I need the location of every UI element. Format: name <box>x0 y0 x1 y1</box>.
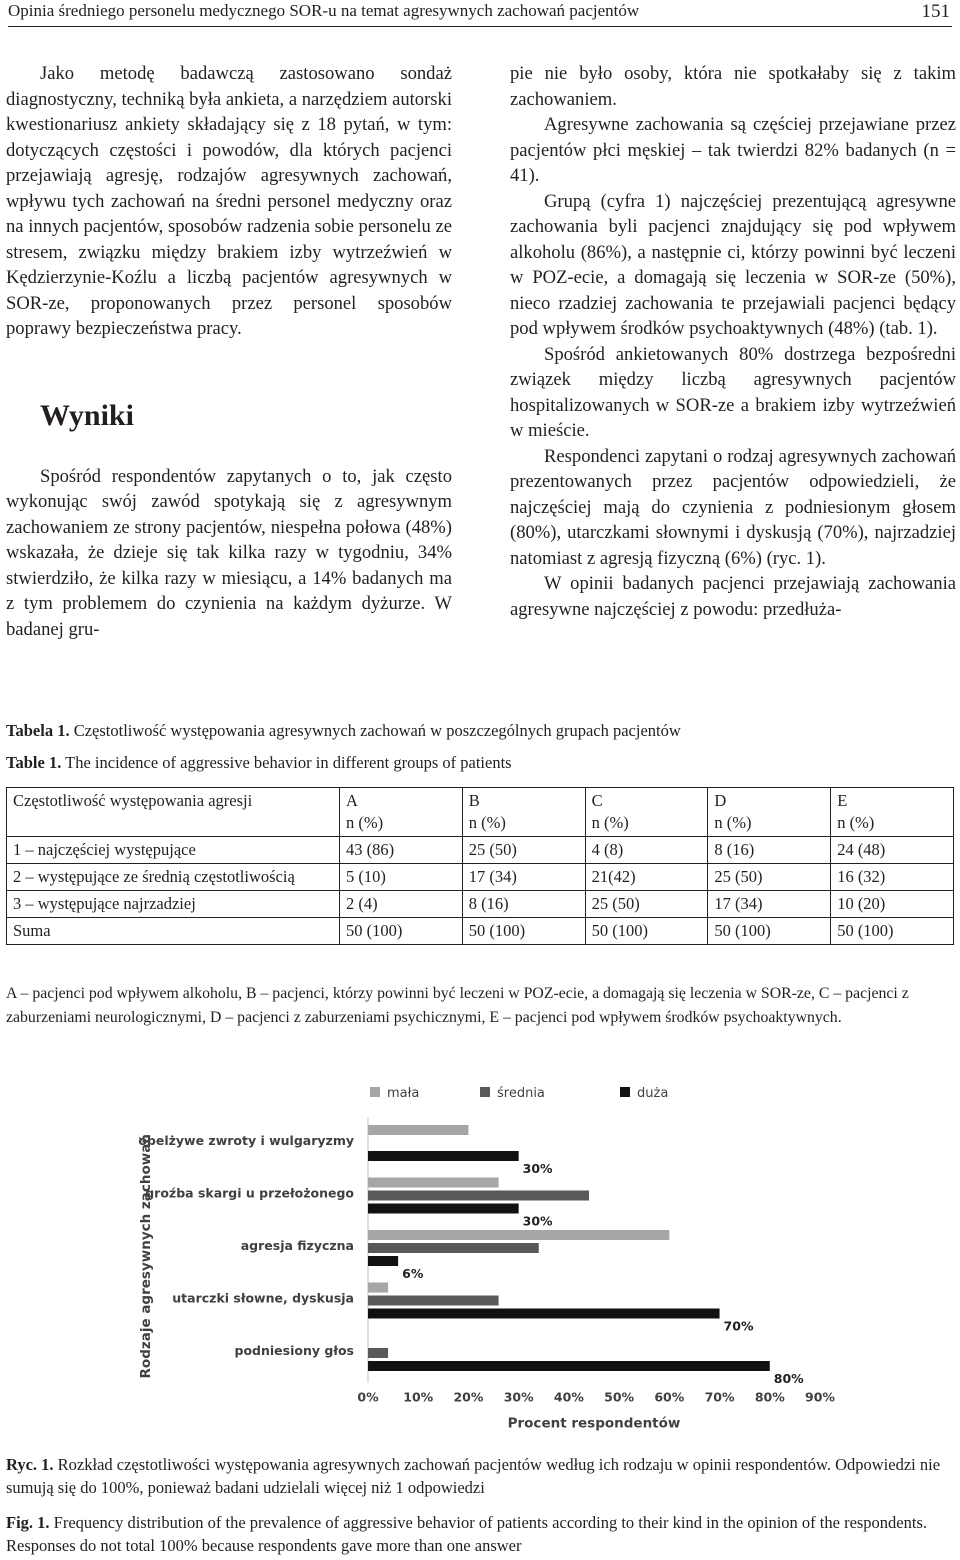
bar-mała <box>368 1178 499 1188</box>
figure-caption-en-label: Fig. 1. <box>6 1513 50 1532</box>
table-cell: 2 – występujące ze średnią częstotliwością <box>7 864 340 891</box>
bar-mała <box>368 1230 669 1240</box>
table-cell: Suma <box>7 918 340 945</box>
table-cell: 50 (100) <box>340 918 463 945</box>
bar-duża <box>368 1204 519 1214</box>
bar-duża <box>368 1151 519 1161</box>
table-row <box>7 837 954 864</box>
frequency-table <box>6 787 954 945</box>
methods-paragraph: Jako metodę badawczą zastosowano sondaż diagnostyczny, techniką była ankieta, a narzędziem autorski kwestionariusz ankiety składający się z 18 pytań, w tym: dotyczących częstości i powodów, dla których pacjenci przejawiają agresję, rodzajów agresywnych zachowań, wpływu tych zachowań na średni personel medyczny oraz na innych pacjentów, sposobów radzenia sobie personelu ze stresem, związku między brakiem izby wytrzeźwień w Kędzierzynie-Koźlu a liczbą pacjentów agresywnych w SOR-ze, proponowanych przez personel sposobów poprawy bezpieczeństwa pracy. <box>6 63 452 339</box>
legend-swatch-1 <box>480 1087 490 1097</box>
figure-caption-pl-label: Ryc. 1. <box>6 1455 54 1474</box>
table-cell: 17 (34) <box>462 864 585 891</box>
bar-mała <box>368 1283 388 1293</box>
x-tick-label: 70% <box>704 1389 735 1405</box>
x-tick-label: 50% <box>604 1389 635 1405</box>
results-paragraph-1: Spośród respondentów zapytanych o to, jak często wykonując swój zawód spotykają się z agresywnym zachowaniem ze strony pacjentów, niespełna połowa (48%) wskazała, że dzieje się tak kilka razy w tygodniu, 34% stwierdziło, że kilka razy w miesiącu, a 14% badanych ma z tym problemem do czynienia na każdym dyżurze. W badanej gru- <box>6 465 452 640</box>
running-header-title: Opinia średniego personelu medycznego SOR-u na temat agresywnych zachowań pacjentów <box>8 1 640 20</box>
bar-średnia <box>368 1243 539 1253</box>
table-cell: 3 – występujące najrzadziej <box>7 891 340 918</box>
table-caption-pl <box>6 719 681 743</box>
table-header-cell: Częstotliwość występowania agresji <box>7 788 340 837</box>
table-header-cell: A n (%) <box>340 788 463 837</box>
category-label: groźba skargi u przełożonego <box>145 1185 354 1201</box>
x-tick-label: 40% <box>553 1389 584 1405</box>
table-caption-pl-text: Częstotliwość występowania agresywnych zachowań w poszczególnych grupach pacjentów <box>69 721 681 740</box>
table-cell: 25 (50) <box>708 864 831 891</box>
legend-label-0: mała <box>387 1086 420 1101</box>
table-cell: 16 (32) <box>831 864 954 891</box>
bar-duża <box>368 1361 770 1371</box>
figure-caption-pl-text: Rozkład częstotliwości występowania agresywnych zachowań pacjentów według ich rodzaju w opinii respondentów. Odpowiedzi nie sumują się do 100%, ponieważ badani udzielali więcej niż 1 odpowiedzi <box>6 1455 941 1497</box>
bar-chart <box>130 1075 850 1450</box>
section-heading-results: Wyniki <box>40 398 134 432</box>
table-header-row <box>7 788 954 837</box>
table-header-cell: C n (%) <box>585 788 708 837</box>
x-tick-label: 0% <box>357 1389 379 1405</box>
bar-średnia <box>368 1191 589 1201</box>
table-cell: 5 (10) <box>340 864 463 891</box>
table-cell: 50 (100) <box>708 918 831 945</box>
table-row <box>7 891 954 918</box>
table-row <box>7 864 954 891</box>
table-caption-pl-label: Tabela 1. <box>6 721 70 740</box>
table-cell: 25 (50) <box>462 837 585 864</box>
legend-swatch-0 <box>370 1087 380 1097</box>
table-caption-en-label: Table 1. <box>6 753 62 772</box>
page-number: 151 <box>921 1 950 22</box>
table-cell: 43 (86) <box>340 837 463 864</box>
data-label: 30% <box>522 1161 553 1176</box>
figure-caption-en <box>6 1511 954 1557</box>
bar-duża <box>368 1309 720 1319</box>
bar-mała <box>368 1125 468 1135</box>
table-cell: 10 (20) <box>831 891 954 918</box>
results-paragraph-4: Spośród ankietowanych 80% dostrzega bezpośredni związek między liczbą agresywnych pacjentów hospitalizowanych w SOR-ze a brakiem izby wytrzeźwień w mieście. <box>510 343 956 441</box>
table-cell: 25 (50) <box>585 891 708 918</box>
results-paragraph-2: Agresywne zachowania są częściej przejawiane przez pacjentów płci męskiej – tak twierdzi 82% badanych (n = 41). <box>510 114 956 186</box>
results-paragraph-3: Grupą (cyfra 1) najczęściej prezentującą agresywne zachowania byli pacjenci znajdujący się pod wpływem alkoholu (86%), a następnie ci, którzy powinni być leczeni w POZ-ecie, a domagają się leczenia w SOR-ze (50%), nieco rzadziej zachowania te przejawiali pacjenci będący pod wpływem środków psychoaktywnych (48%) (tab. 1). <box>510 190 956 339</box>
table-cell: 24 (48) <box>831 837 954 864</box>
x-tick-label: 60% <box>654 1389 685 1405</box>
legend-swatch-2 <box>620 1087 630 1097</box>
results-paragraph-5: Respondenci zapytani o rodzaj agresywnych zachowań prezentowanych przez pacjentów odpowiedzieli, że najczęściej mają do czynienia z podniesionym głosem (80%), utarczkami słownymi i dyskusją (70%), najrzadziej natomiast z agresją fizyczną (6%) (ryc. 1). <box>510 445 956 569</box>
table-caption-en <box>6 751 512 775</box>
x-tick-label: 90% <box>805 1389 835 1405</box>
table-header-cell: B n (%) <box>462 788 585 837</box>
data-label: 70% <box>723 1318 754 1334</box>
table-cell: 8 (16) <box>708 837 831 864</box>
right-column <box>510 61 956 622</box>
x-tick-label: 30% <box>503 1389 534 1405</box>
data-label: 6% <box>402 1266 424 1281</box>
data-label: 80% <box>773 1371 804 1386</box>
legend-label-1: średnia <box>497 1086 545 1101</box>
x-tick-label: 10% <box>403 1389 434 1405</box>
bar-średnia <box>368 1296 499 1306</box>
figure-caption-en-text: Frequency distribution of the prevalence of aggressive behavior of patients according to their kind in the opinion of the respondents. Responses do not total 100% because respondents gave more than one answer <box>6 1513 928 1555</box>
x-tick-label: 20% <box>453 1389 484 1405</box>
results-paragraph-continued: pie nie było osoby, która nie spotkałaby się z takim zachowaniem. <box>510 63 956 110</box>
table-caption-en-text: The incidence of aggressive behavior in different groups of patients <box>61 753 512 772</box>
bar-duża <box>368 1256 398 1266</box>
category-label: podniesiony głos <box>234 1343 354 1358</box>
left-column <box>6 61 452 642</box>
category-label: utarczki słowne, dyskusja <box>172 1290 354 1306</box>
table-row <box>7 918 954 945</box>
table-footnote: A – pacjenci pod wpływem alkoholu, B – pacjenci, którzy powinni być leczeni w POZ-ecie, a domagają się leczenia w SOR-ze, C – pacjenci z zaburzeniami neurologicznymi, D – pacjenci z zaburzeniami psychicznymi, E – pacjenci pod wpływem środków psychoaktywnych. <box>6 985 909 1026</box>
table-cell: 2 (4) <box>340 891 463 918</box>
y-axis-title: Rodzaje agresywnych zachowań <box>138 1134 154 1379</box>
category-label: agresja fizyczna <box>240 1238 354 1253</box>
results-paragraph-6: W opinii badanych pacjenci przejawiają zachowania agresywne najczęściej z powodu: przedłuża- <box>510 573 956 620</box>
table-cell: 1 – najczęściej występujące <box>7 837 340 864</box>
bar-średnia <box>368 1348 388 1358</box>
x-axis-title: Procent respondentów <box>507 1415 681 1432</box>
figure-caption-pl <box>6 1453 954 1499</box>
table-cell: 50 (100) <box>585 918 708 945</box>
table-cell: 17 (34) <box>708 891 831 918</box>
table-cell: 4 (8) <box>585 837 708 864</box>
table-cell: 50 (100) <box>831 918 954 945</box>
legend-label-2: duża <box>637 1086 669 1101</box>
data-label: 30% <box>522 1213 553 1229</box>
x-tick-label: 80% <box>754 1389 785 1405</box>
table-header-cell: E n (%) <box>831 788 954 837</box>
table-header-cell: D n (%) <box>708 788 831 837</box>
category-label: obelżywe zwroty i wulgaryzmy <box>138 1133 354 1148</box>
table-cell: 8 (16) <box>462 891 585 918</box>
table-cell: 50 (100) <box>462 918 585 945</box>
running-header <box>8 0 952 27</box>
table-cell: 21(42) <box>585 864 708 891</box>
